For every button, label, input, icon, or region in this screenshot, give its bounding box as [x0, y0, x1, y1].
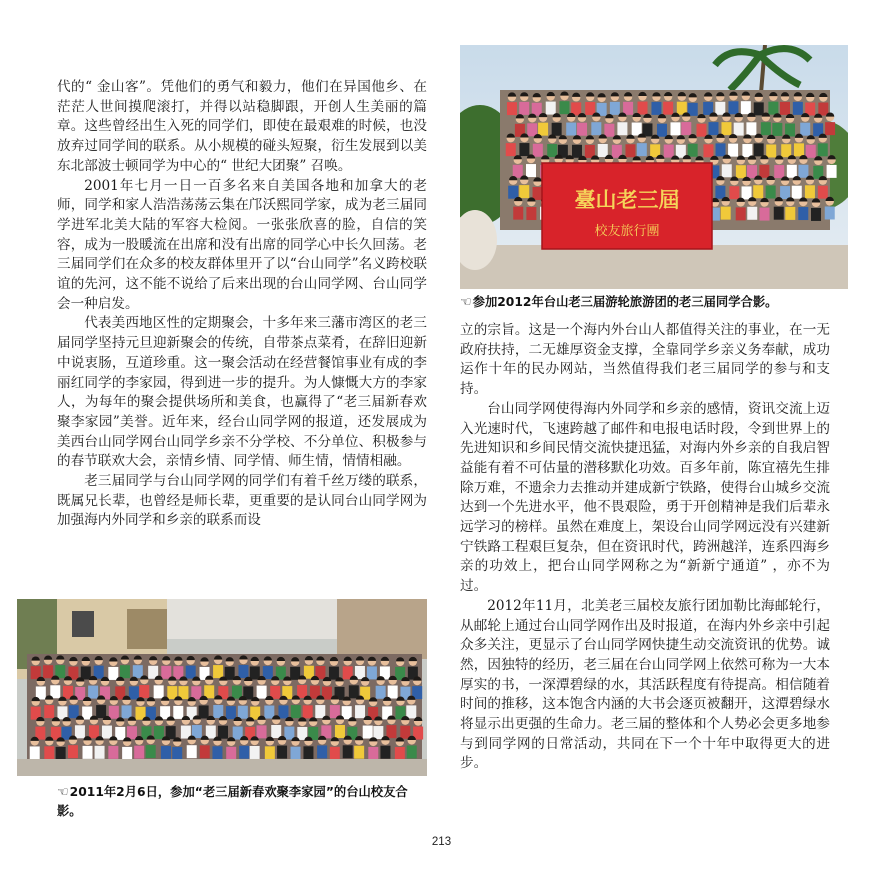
paragraph: 立的宗旨。这是一个海内外台山人都值得关注的事业，在一无政府扶持，二无雄厚资金支撑，全靠同学乡亲义务奉献，成功运作十年的民办网站，当然值得我们老三届同学的参与和支持。 — [460, 322, 830, 398]
cruise-group-photo — [460, 45, 848, 289]
paragraph: 代的“ 金山客”。凭他们的勇气和毅力，他们在异国他乡、在茫茫人世间摸爬滚打，并得以站稳脚跟，开创人生美丽的篇章。这些曾经出生入死的同学们，即使在最艰难的时候，也没放弃过同学间的联系。从小规模的碰头短聚，衍生发展到以美东北部波士顿同学为中心的“ 世纪大团聚” 召唤。 — [57, 79, 427, 174]
paragraph: 台山同学网使得海内外同学和乡亲的感情，资讯交流上迈入光速时代，飞速跨越了邮件和电报电话时段，令到世界上的先进知识和乡间民情交流快捷迅猛，对海内外乡亲的自我启智益能有着不可估量的潜移默化功效。百多年前，陈宜禧先生排除万难，不遗余力去推动并建成新宁铁路，使得台山城乡交流达到一个先进水平，他不畏艰险，勇于开创精神是我们后辈永远学习的榜样。虽然在难度上，架设台山同学网远没有兴建新宁铁路工程艰巨复杂，但在资讯时代，跨洲越洋，连系四海乡亲的功效上，把台山同学网称之为“新新宁通道” ，亦不为过。 — [460, 400, 830, 595]
spring-gathering-photo — [17, 599, 427, 776]
paragraph: 2012年11月，北美老三届校友旅行团加勒比海邮轮行，从邮轮上通过台山同学网作出及时报道，在海内外乡亲中引起众多关注，更显示了台山同学网快捷生动交流资讯的优势。诚然，因独特的经历，老三届在台山同学网上依然可称为一大本厚实的书，一深潭碧绿的水，其活跃程度有待提高。相信随着时间的推移，这本饱含内涵的大书会逐页被翻开，这潭碧绿水将显示出更强的生命力。老三届的整体和个人势必会更多地参与到同学网的日常活动，共同在下一个十年中取得更大的进步。 — [460, 597, 830, 772]
hand-pointer-icon: ☜ — [460, 295, 472, 310]
right-column-text — [460, 321, 830, 774]
left-column-text — [57, 78, 427, 531]
paragraph: 2001年七月一日一百多名来自美国各地和加拿大的老师，同学和家人浩浩荡荡云集在邝沃熙同学家，成为老三届同学进军北美大陆的军容大检阅。一张张欣喜的脸，自信的笑容，成为一股暖流在出席和没有出席的同学心中长久回荡。老三届同学们在众多的校友群体里开了以“台山同学”名义跨校联谊的先河，这不能不说给了后来出现的台山同学网、台山同学会一种启发。 — [57, 177, 427, 312]
banner-subtitle: 校友旅行團 — [594, 224, 660, 239]
cruise-photo-caption: ☜参加2012年台山老三届游轮旅游团的老三届同学合影。 — [460, 295, 778, 310]
cruise-group-photo-graphic — [460, 45, 848, 289]
page-number: 213 — [431, 836, 452, 848]
paragraph: 代表美西地区性的定期聚会，十多年来三藩市湾区的老三届同学坚持元旦迎新聚会的传统，自带茶点菜肴，在辞旧迎新中说衷肠，互道珍重。这一聚会活动在经营餐馆事业有成的李丽红同学的李家园，得到进一步的提升。为人慷慨大方的李家人，为每年的聚会提供场所和美食，也赢得了“老三届新春欢聚李家园”美誉。近年来，经台山同学网的报道，还发展成为美西台山同学网台山同学乡亲不分学校、不分单位、积极参与的春节联欢大会，亲情乡情、同学情、师生情，情情相融。 — [57, 315, 427, 470]
banner-title: 臺山老三屆 — [574, 187, 680, 212]
gathering-photo-caption: ☜2011年2月6日，参加“老三届新春欢聚李家园”的台山校友合影。 — [57, 785, 408, 818]
paragraph: 老三届同学与台山同学网的同学们有着千丝万缕的联系，既属兄长辈，也曾经是师长辈，更重要的是认同台山同学网为加强海内外同学和乡亲的联系而设 — [57, 473, 427, 529]
hand-pointer-icon: ☜ — [57, 785, 69, 800]
spring-gathering-photo-graphic — [17, 599, 427, 776]
